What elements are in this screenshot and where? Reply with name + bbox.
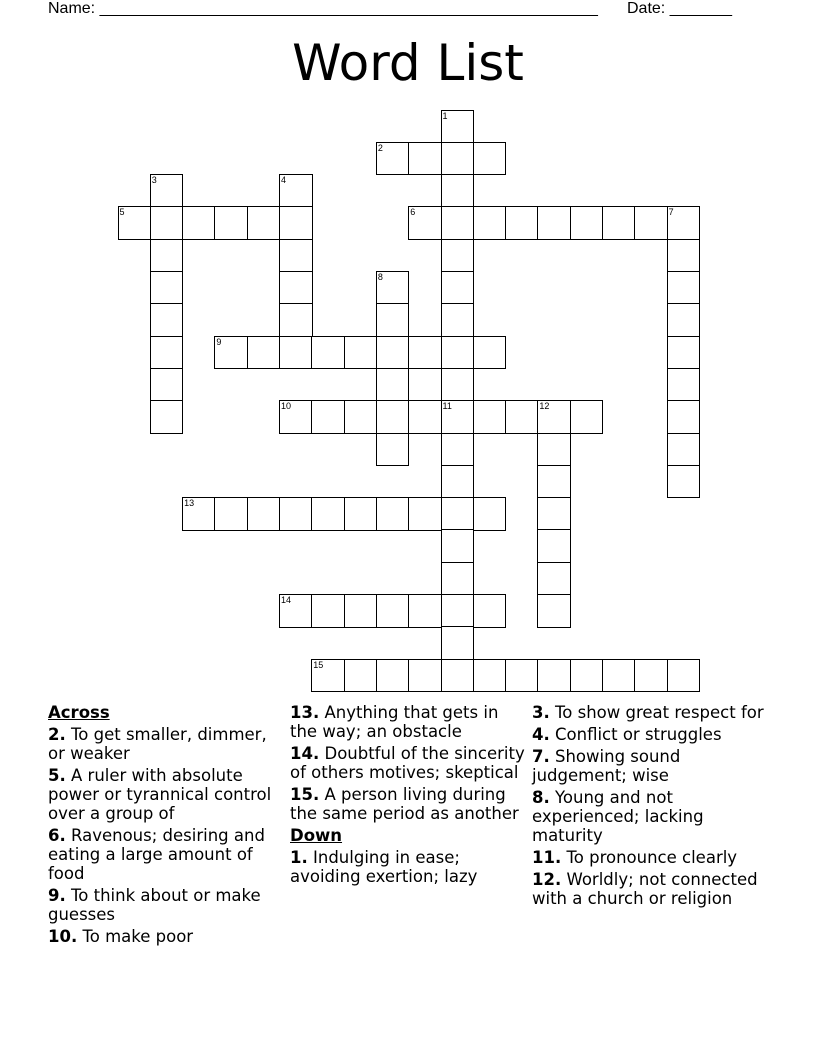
cell-number: 12 [539,401,550,412]
clue-number: 8. [532,788,550,807]
grid-cell[interactable] [344,336,378,370]
grid-cell[interactable] [537,529,571,563]
grid-cell[interactable] [150,303,184,337]
grid-cell[interactable] [311,594,345,628]
grid-cell[interactable] [473,497,507,531]
grid-cell[interactable] [667,303,701,337]
grid-cell[interactable] [150,400,184,434]
down-clue [290,848,526,886]
clue-number: 5. [48,766,66,785]
grid-cell[interactable] [214,206,248,240]
clue-text: To make poor [82,927,194,946]
grid-cell[interactable] [408,497,442,531]
cell-number: 9 [216,336,222,347]
clue-text: Anything that gets in the way; an obstacle [290,703,499,741]
grid-cell[interactable] [570,206,604,240]
grid-cell[interactable] [537,562,571,596]
clue-number: 7. [532,747,550,766]
grid-cell[interactable] [118,206,152,240]
grid-cell[interactable] [473,400,507,434]
clue-number: 12. [532,870,562,889]
grid-cell[interactable] [344,400,378,434]
cell-number: 4 [281,175,287,186]
grid-cell[interactable] [150,206,184,240]
grid-cell[interactable] [311,659,345,693]
grid-cell[interactable] [376,368,410,402]
grid-cell[interactable] [537,206,571,240]
grid-cell[interactable] [311,400,345,434]
grid-cell[interactable] [473,206,507,240]
across-clue [48,725,284,763]
grid-cell[interactable] [279,497,313,531]
grid-cell[interactable] [441,303,475,337]
grid-cell[interactable] [667,465,701,499]
grid-cell[interactable] [182,206,216,240]
grid-cell[interactable] [667,239,701,273]
grid-cell[interactable] [344,497,378,531]
clue-number: 2. [48,725,66,744]
grid-cell[interactable] [279,336,313,370]
clue-text: To get smaller, dimmer, or weaker [48,725,267,763]
grid-cell[interactable] [150,174,184,208]
cell-number: 3 [151,175,157,186]
across-clue [48,766,284,823]
clue-text: Worldly; not connected with a church or religion [532,870,758,908]
cell-number: 6 [410,207,416,218]
grid-cell[interactable] [441,562,475,596]
cell-number: 7 [668,207,674,218]
grid-cell[interactable] [376,659,410,693]
grid-cell[interactable] [279,174,313,208]
grid-cell[interactable] [441,142,475,176]
grid-cell[interactable] [214,336,248,370]
grid-cell[interactable] [667,336,701,370]
clue-number: 10. [48,927,78,946]
page-title: Word List [292,34,524,92]
grid-cell[interactable] [667,659,701,693]
clue-number: 14. [290,744,320,763]
across-clue [48,826,284,883]
grid-cell[interactable] [441,529,475,563]
grid-cell[interactable] [505,206,539,240]
across-clue [290,703,526,741]
cell-number: 2 [377,142,383,153]
name-label: Name: ________________________________________________________ [48,0,598,17]
cell-number: 8 [377,272,383,282]
grid-cell[interactable] [441,110,475,144]
grid-cell[interactable] [634,659,668,693]
grid-cell[interactable] [376,271,410,305]
date-label: Date: _______ [627,0,732,17]
grid-cell[interactable] [537,594,571,628]
grid-cell[interactable] [537,465,571,499]
grid-cell[interactable] [150,368,184,402]
cell-number: 5 [119,207,125,218]
grid-cell[interactable] [279,239,313,273]
grid-cell[interactable] [441,174,475,208]
clue-number: 6. [48,826,66,845]
grid-cell[interactable] [182,497,216,531]
clue-text: A person living during the same period as another [290,785,519,823]
grid-cell[interactable] [408,206,442,240]
grid-cell[interactable] [537,497,571,531]
across-clue [48,886,284,924]
grid-cell[interactable] [344,659,378,693]
grid-cell[interactable] [441,368,475,402]
grid-cell[interactable] [473,336,507,370]
clue-number: 1. [290,848,308,867]
grid-cell[interactable] [408,659,442,693]
grid-cell[interactable] [344,594,378,628]
grid-cell[interactable] [473,142,507,176]
down-clue [532,703,768,722]
grid-cell[interactable] [441,206,475,240]
grid-cell[interactable] [376,336,410,370]
grid-cell[interactable] [570,400,604,434]
clue-number: 9. [48,886,66,905]
grid-cell[interactable] [376,497,410,531]
down-clue [532,870,768,908]
clue-text: Ravenous; desiring and eating a large amount of food [48,826,265,883]
clue-column-1 [48,703,284,949]
grid-cell[interactable] [441,271,475,305]
grid-cell[interactable] [376,303,410,337]
grid-cell[interactable] [602,659,636,693]
clue-text: To pronounce clearly [566,848,738,867]
clue-number: 3. [532,703,550,722]
clue-text: Indulging in ease; avoiding exertion; lazy [290,848,478,886]
grid-cell[interactable] [441,465,475,499]
grid-cell[interactable] [441,659,475,693]
grid-cell[interactable] [376,400,410,434]
across-clue [290,785,526,823]
down-clue [532,747,768,785]
grid-cell[interactable] [441,400,475,434]
clue-text: To think about or make guesses [48,886,261,924]
grid-cell[interactable] [667,271,701,305]
grid-cell[interactable] [279,271,313,305]
grid-cell[interactable] [150,239,184,273]
grid-cell[interactable] [473,594,507,628]
clue-text: A ruler with absolute power or tyrannical control over a group of [48,766,272,823]
down-clue [532,788,768,845]
clue-number: 11. [532,848,562,867]
grid-cell[interactable] [537,433,571,467]
clue-number: 4. [532,725,550,744]
cell-number: 11 [442,401,452,412]
cell-number: 1 [442,110,448,121]
grid-cell[interactable] [279,303,313,337]
grid-cell[interactable] [150,336,184,370]
grid-cell[interactable] [247,206,281,240]
grid-cell[interactable] [441,433,475,467]
grid-cell[interactable] [376,142,410,176]
grid-cell[interactable] [537,659,571,693]
grid-cell[interactable] [408,594,442,628]
grid-cell[interactable] [441,336,475,370]
grid-cell[interactable] [279,594,313,628]
clue-text: Doubtful of the sincerity of others motives; skeptical [290,744,525,782]
clue-text: To show great respect for [555,703,764,722]
clue-number: 15. [290,785,320,804]
grid-cell[interactable] [667,433,701,467]
cell-number: 15 [313,659,324,670]
cell-number: 13 [184,498,195,509]
grid-cell[interactable] [667,206,701,240]
down-clue [532,725,768,744]
grid-cell[interactable] [279,206,313,240]
grid-cell[interactable] [408,142,442,176]
clue-number: 13. [290,703,320,722]
grid-cell[interactable] [214,497,248,531]
grid-cell[interactable] [441,626,475,660]
across-heading: Across [48,703,110,722]
down-heading: Down [290,826,343,845]
clue-text: Showing sound judgement; wise [532,747,681,785]
clue-column-2 [290,703,526,889]
grid-cell[interactable] [441,497,475,531]
across-clue [290,744,526,782]
grid-cell[interactable] [441,594,475,628]
grid-cell[interactable] [473,659,507,693]
grid-cell[interactable] [667,400,701,434]
grid-cell[interactable] [408,400,442,434]
grid-cell[interactable] [376,433,410,467]
grid-cell[interactable] [311,336,345,370]
grid-cell[interactable] [570,659,604,693]
grid-cell[interactable] [441,239,475,273]
grid-cell[interactable] [537,400,571,434]
grid-cell[interactable] [634,206,668,240]
across-clue [48,927,284,946]
grid-cell[interactable] [667,368,701,402]
grid-cell[interactable] [505,400,539,434]
down-clue [532,848,768,867]
clue-text: Conflict or struggles [555,725,722,744]
grid-cell[interactable] [311,497,345,531]
grid-cell[interactable] [247,497,281,531]
grid-cell[interactable] [602,206,636,240]
clue-column-3 [532,703,768,911]
grid-cell[interactable] [150,271,184,305]
cell-number: 10 [281,401,292,412]
grid-cell[interactable] [408,336,442,370]
grid-cell[interactable] [247,336,281,370]
grid-cell[interactable] [376,594,410,628]
grid-cell[interactable] [279,400,313,434]
grid-cell[interactable] [505,659,539,693]
clue-text: Young and not experienced; lacking maturity [532,788,704,845]
cell-number: 14 [281,595,292,605]
